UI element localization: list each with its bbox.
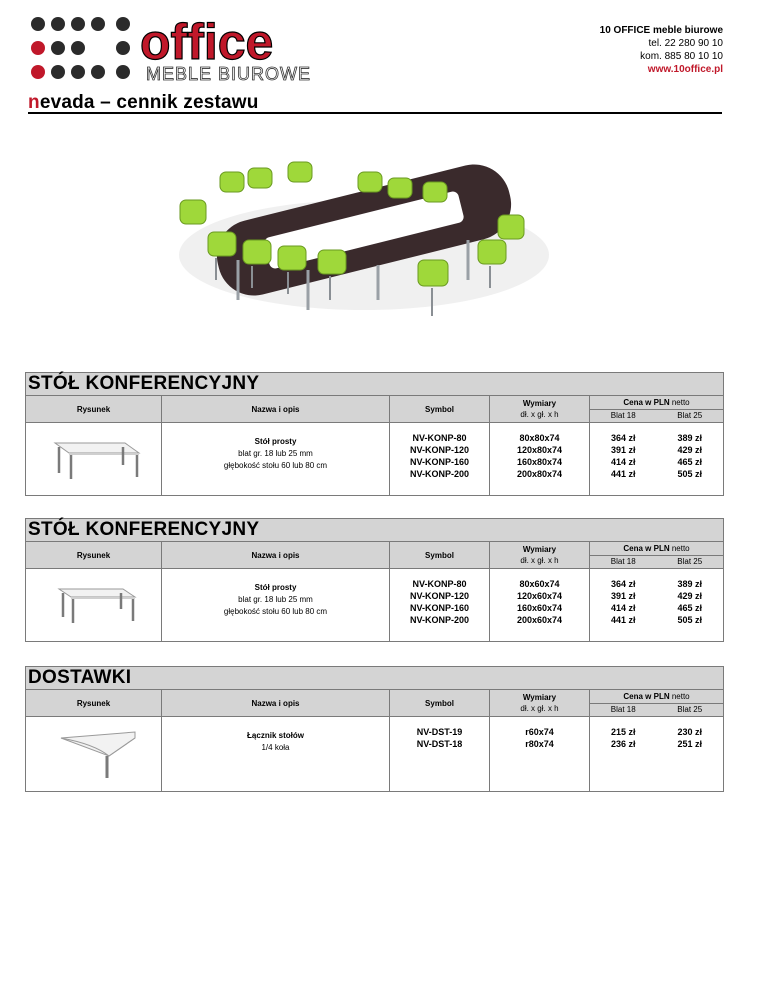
col-picture: Rysunek	[26, 542, 162, 568]
price-blat18: 364 zł 391 zł 414 zł 441 zł	[610, 579, 636, 625]
table-drawing	[26, 423, 162, 495]
col-dimensions: Wymiary dł. x gł. x h	[490, 396, 590, 422]
table-drawing	[26, 569, 162, 641]
price-list	[590, 423, 723, 495]
symbol-list: NV-KONP-80 NV-KONP-120 NV-KONP-160 NV-KONP-200	[390, 423, 490, 495]
col-price: Cena w PLN netto Blat 18 Blat 25	[590, 542, 723, 568]
product-description: Łącznik stołów 1/4 koła	[162, 717, 390, 791]
product-name: Łącznik stołów	[247, 731, 304, 740]
section-conference-table-80	[25, 372, 724, 496]
product-row	[26, 717, 723, 791]
col-name: Nazwa i opis	[162, 690, 390, 716]
col-blat18: Blat 18	[610, 411, 636, 420]
product-name: Stół prosty	[254, 583, 297, 592]
col-dimensions: Wymiary dł. x gł. x h	[490, 690, 590, 716]
price-list	[590, 717, 723, 791]
logo-wordmark: office	[140, 14, 274, 70]
company-name: 10 OFFICE meble biurowe	[599, 25, 723, 36]
col-picture: Rysunek	[26, 396, 162, 422]
table-header	[26, 542, 723, 569]
connector-drawing	[26, 717, 162, 791]
price-blat18: 215 zł 236 zł	[610, 727, 636, 749]
col-blat25: Blat 25	[677, 705, 703, 714]
section-title: DOSTAWKI	[26, 667, 723, 690]
symbol-list: NV-DST-19 NV-DST-18	[390, 717, 490, 791]
conference-set-illustration	[168, 160, 560, 350]
product-row	[26, 569, 723, 641]
product-description: Stół prosty blat gr. 18 lub 25 mm głębokość stołu 60 lub 80 cm	[162, 423, 390, 495]
website-link[interactable]: www.10office.pl	[647, 64, 723, 75]
section-conference-table-60	[25, 518, 724, 642]
price-blat18: 364 zł 391 zł 414 zł 441 zł	[610, 433, 636, 479]
logo-dot-grid	[31, 17, 130, 79]
product-row	[26, 423, 723, 495]
section-extensions	[25, 666, 724, 792]
col-name: Nazwa i opis	[162, 396, 390, 422]
price-list	[590, 569, 723, 641]
product-description: Stół prosty blat gr. 18 lub 25 mm głębokość stołu 60 lub 80 cm	[162, 569, 390, 641]
dimension-list: r60x74 r80x74	[490, 717, 590, 791]
table-header	[26, 690, 723, 717]
col-name: Nazwa i opis	[162, 542, 390, 568]
section-title: STÓŁ KONFERENCYJNY	[26, 519, 723, 542]
logo-tagline: MEBLE BIUROWE	[146, 64, 312, 84]
col-price: Cena w PLN netto Blat 18 Blat 25	[590, 396, 723, 422]
dimension-list: 80x80x74 120x80x74 160x80x74 200x80x74	[490, 423, 590, 495]
price-blat25: 389 zł 429 zł 465 zł 505 zł	[677, 433, 703, 479]
section-title: STÓŁ KONFERENCYJNY	[26, 373, 723, 396]
phone: tel. 22 280 90 10	[648, 38, 723, 49]
product-name: Stół prosty	[254, 437, 297, 446]
symbol-list: NV-KONP-80 NV-KONP-120 NV-KONP-160 NV-KONP-200	[390, 569, 490, 641]
col-blat18: Blat 18	[610, 705, 636, 714]
col-price: Cena w PLN netto Blat 18 Blat 25	[590, 690, 723, 716]
col-picture: Rysunek	[26, 690, 162, 716]
col-symbol: Symbol	[390, 690, 490, 716]
page-title	[28, 92, 259, 114]
price-blat25: 230 zł 251 zł	[677, 727, 703, 749]
page-title-initial: n	[28, 92, 40, 113]
col-dimensions: Wymiary dł. x gł. x h	[490, 542, 590, 568]
page-title-rest: evada – cennik zestawu	[39, 92, 259, 113]
col-blat25: Blat 25	[677, 557, 703, 566]
col-symbol: Symbol	[390, 542, 490, 568]
table-header	[26, 396, 723, 423]
col-blat25: Blat 25	[677, 411, 703, 420]
col-symbol: Symbol	[390, 396, 490, 422]
contact-block	[600, 24, 723, 76]
col-blat18: Blat 18	[610, 557, 636, 566]
company-logo	[28, 14, 338, 84]
mobile: kom. 885 80 10 10	[640, 51, 723, 62]
dimension-list: 80x60x74 120x60x74 160x60x74 200x60x74	[490, 569, 590, 641]
title-divider	[28, 112, 722, 114]
price-blat25: 389 zł 429 zł 465 zł 505 zł	[677, 579, 703, 625]
